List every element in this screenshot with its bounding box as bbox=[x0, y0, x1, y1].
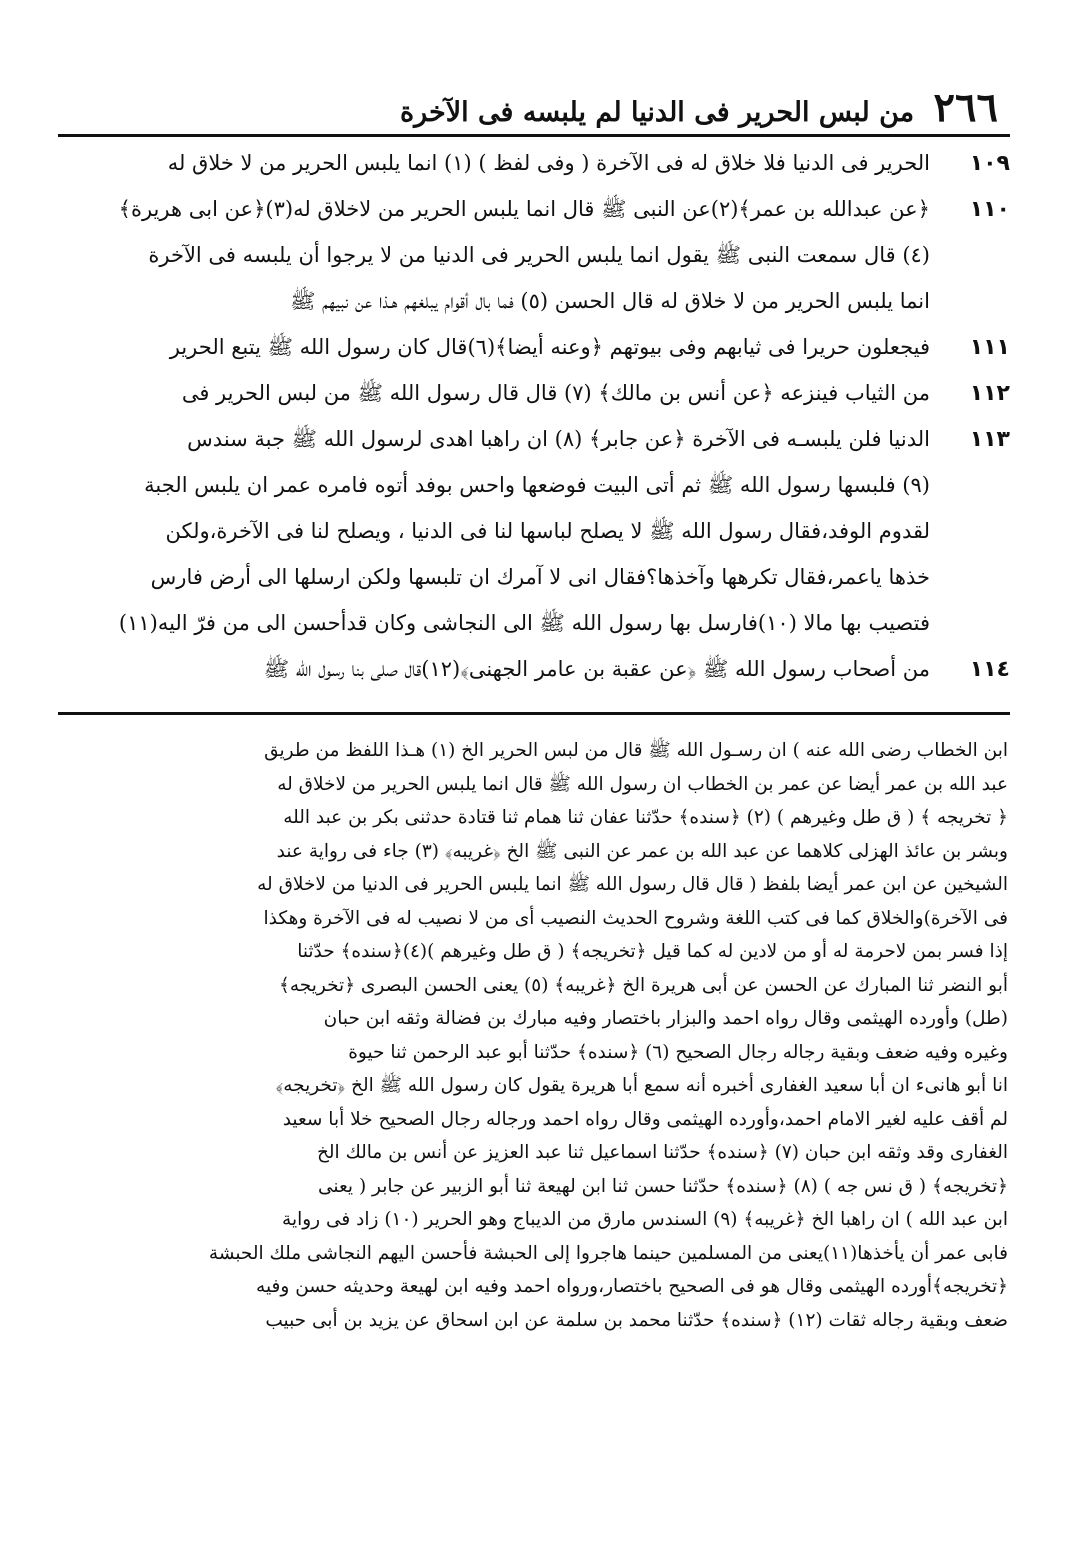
main-text-line bbox=[66, 370, 1010, 416]
main-text-content: خذها ياعمر،فقال تكرهها وآخذها؟فقال انى لا آمرك ان تلبسها ولكن ارسلها الى أرض فارس bbox=[150, 565, 930, 589]
footnote-line: ﴿تخريجه﴾أورده الهيثمى وقال هو فى الصحيح باختصار،ورواه احمد وفيه ابن لهيعة وحديثه حسن وفيه bbox=[256, 1276, 1008, 1297]
main-text-line bbox=[66, 600, 1010, 646]
running-title: من لبس الحرير فى الدنيا لم يلبسه فى الآخرة bbox=[400, 97, 915, 129]
footnote-line: ﴿تخريجه﴾ ( ق نس جه ) (٨) ﴿سنده﴾ حدّثنا حسن ثنا ابن لهيعة ثنا أبو الزبير عن جابر ( يعنى bbox=[318, 1175, 1008, 1197]
footnote-line: انا أبو هانىء ان أبا سعيد الغفارى أخبره أنه سمع أبا هريرة يقول كان رسول الله ﷺ الخ ﴿تخريجه﴾ bbox=[275, 1075, 1008, 1096]
hadith-number: ١٠٩ bbox=[969, 150, 1010, 176]
footnote-line: ابن الخطاب رضى الله عنه ) ان رسـول الله ﷺ قال من لبس الحرير الخ (١) هـذا اللفظ من طريق bbox=[264, 740, 1008, 761]
main-text bbox=[66, 140, 1010, 692]
footnote-line: الغفارى وقد وثقه ابن حبان (٧) ﴿سنده﴾ حدّثنا اسماعيل ثنا عبد العزيز عن أنس بن مالك الخ bbox=[316, 1142, 1008, 1163]
main-text-content: انما يلبس الحرير من لا خلاق له قال الحسن (٥) فما بال أقوام يبلغهم هـذا عن نبيهم ﷺ bbox=[290, 289, 930, 313]
hadith-number: ١١٠ bbox=[969, 196, 1010, 222]
footnote-line: ﴿ تخريجه ﴾ ( ق طل وغيرهم ) (٢) ﴿سنده﴾ حدّثنا عفان ثنا همام ثنا قتادة حدثنى بكر بن عبد الله bbox=[283, 807, 1008, 828]
header-rule bbox=[58, 134, 1010, 137]
footnote-line: الشيخين عن ابن عمر أيضا بلفظ ( قال قال رسول الله ﷺ انما يلبس الحرير فى الدنيا من لاخلاق له bbox=[257, 874, 1008, 895]
main-text-content: ﴿عن عبدالله بن عمر﴾(٢)عن النبى ﷺ قال انما يلبس الحرير من لاخلاق له(٣)﴿عن ابى هريرة﴾ bbox=[118, 197, 930, 221]
main-text-content: من أصحاب رسول الله ﷺ ﴿عن عقبة بن عامر الجهنى﴾(١٢)قال صلى بنا رسول الله ﷺ bbox=[263, 657, 930, 681]
footnotes bbox=[68, 734, 1008, 1337]
main-text-content: (٤) قال سمعت النبى ﷺ يقول انما يلبس الحرير فى الدنيا من لا يرجوا أن يلبسه فى الآخرة bbox=[148, 243, 930, 267]
footnote-line: (طل) وأورده الهيثمى وقال رواه احمد والبزار باختصار وفيه مبارك بن فضالة وثقه ابن حبان bbox=[323, 1008, 1008, 1029]
footnote-line: فى الآخرة)والخلاق كما فى كتب اللغة وشروح الحديث النصيب أى من لا نصيب له فى الآخرة وهكذا bbox=[263, 907, 1008, 929]
main-text-content: الدنيا فلن يلبسـه فى الآخرة ﴿عن جابر﴾ (٨) ان راهبا اهدى لرسول الله ﷺ جبة سندس bbox=[187, 427, 930, 451]
main-text-content: الحرير فى الدنيا فلا خلاق له فى الآخرة ( وفى لفظ ) (١) انما يلبس الحرير من لا خلاق له bbox=[167, 151, 930, 175]
hadith-number: ١١٢ bbox=[969, 380, 1010, 406]
footnote-line: إذا فسر بمن لاحرمة له أو من لادين له كما قيل ﴿تخريجه﴾ ( ق طل وغيرهم )(٤)﴿سنده﴾ حدّثنا bbox=[297, 941, 1008, 962]
hadith-number: ١١١ bbox=[969, 334, 1010, 360]
main-text-line bbox=[66, 508, 1010, 554]
footnote-separator-rule bbox=[58, 712, 1010, 715]
main-text-line bbox=[66, 278, 1010, 324]
footnote-line: لم أقف عليه لغير الامام احمد،وأورده الهيثمى وقال رواه احمد ورجاله رجال الصحيح خلا أبا سعيد bbox=[282, 1108, 1008, 1130]
footnote-line: ضعف وبقية رجاله ثقات (١٢) ﴿سنده﴾ حدّثنا محمد بن سلمة عن ابن اسحاق عن يزيد بن أبى حبيب bbox=[265, 1309, 1008, 1331]
footnote-line: وبشر بن عائذ الهزلى كلاهما عن عبد الله بن عمر عن النبى ﷺ الخ ﴿غريبه﴾ (٣) جاء فى رواية عند bbox=[276, 840, 1008, 862]
main-text-line bbox=[66, 232, 1010, 278]
footnote-line: ابن عبد الله ) ان راهبا الخ ﴿غريبه﴾ (٩) السندس مارق من الديباج وهو الحرير (١٠) زاد فى رواية bbox=[282, 1209, 1008, 1230]
footnote-line: عبد الله بن عمر أيضا عن عمر بن الخطاب ان رسول الله ﷺ قال انما يلبس الحرير من لاخلاق له bbox=[277, 773, 1008, 795]
footnote-line: فابى عمر أن يأخذها(١١)يعنى من المسلمين حينما هاجروا إلى الحبشة فأحسن اليهم النجاشى ملك الحبشة bbox=[208, 1242, 1008, 1264]
main-text-line bbox=[66, 646, 1010, 692]
page-number: ٢٦٦ bbox=[933, 84, 998, 131]
main-text-line bbox=[66, 462, 1010, 508]
main-text-line bbox=[66, 186, 1010, 232]
footnote-line: أبو النضر ثنا المبارك عن الحسن عن أبى هريرة الخ ﴿غريبه﴾ (٥) يعنى الحسن البصرى ﴿تخريجه﴾ bbox=[279, 974, 1008, 996]
main-text-line bbox=[66, 140, 1010, 186]
main-text-content: لقدوم الوفد،فقال رسول الله ﷺ لا يصلح لباسها لنا فى الدنيا ، ويصلح لنا فى الآخرة،ولكن bbox=[165, 519, 930, 543]
main-text-line bbox=[66, 416, 1010, 462]
main-text-line bbox=[66, 554, 1010, 600]
hadith-number: ١١٤ bbox=[969, 656, 1010, 682]
hadith-number: ١١٣ bbox=[969, 426, 1010, 452]
main-text-content: من الثياب فينزعه ﴿عن أنس بن مالك﴾ (٧) قال قال رسول الله ﷺ من لبس الحرير فى bbox=[181, 381, 930, 405]
footnote-line: وغيره وفيه ضعف وبقية رجاله رجال الصحيح (٦) ﴿سنده﴾ حدّثنا أبو عبد الرحمن ثنا حيوة bbox=[348, 1041, 1008, 1063]
page-header bbox=[60, 70, 1010, 131]
main-text-content: فتصيب بها مالا (١٠)فارسل بها رسول الله ﷺ الى النجاشى وكان قدأحسن الى من فرّ اليه(١١) bbox=[118, 611, 930, 635]
main-text-content: فيجعلون حريرا فى ثيابهم وفى بيوتهم ﴿وعنه أيضا﴾(٦)قال كان رسول الله ﷺ يتبع الحرير bbox=[169, 335, 930, 359]
main-text-content: (٩) فلبسها رسول الله ﷺ ثم أتى البيت فوضعها واحس بوفد أتوه فامره عمر ان يلبس الجبة bbox=[144, 473, 930, 497]
main-text-line bbox=[66, 324, 1010, 370]
